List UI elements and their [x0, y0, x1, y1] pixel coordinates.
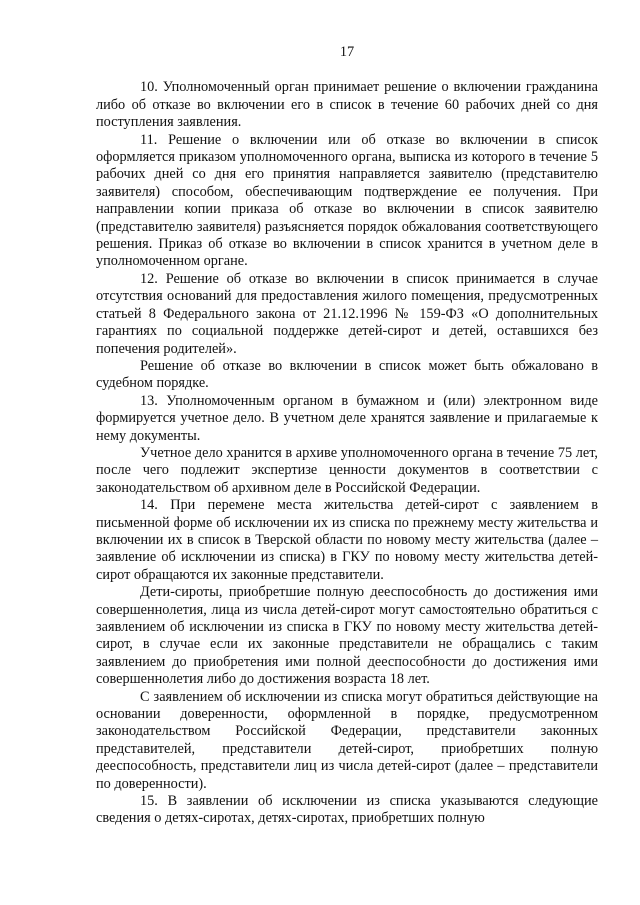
paragraph-11: 11. Решение о включении или об отказе во включении в список оформляется приказом уполномоченного органа, выписка из которого в течение 5 рабочих дней со дня его принятия направляется заявителю (представителю заявителя) способом, обеспечивающим подтверждение ее получения. При направлении копии приказа об отказе во включении в список заявителю (представителю заявителя) разъясняется порядок обжалования соответствующего решения. Приказ об отказе во включении в список хранится в учетном деле в уполномоченном органе. [96, 131, 598, 270]
paragraph-13: 13. Уполномоченным органом в бумажном и (или) электронном виде формируется учетное дело. В учетном деле хранятся заявление и прилагаемые к нему документы. [96, 392, 598, 444]
paragraph-14: 14. При перемене места жительства детей-сирот с заявлением в письменной форме об исключении их из списка по прежнему месту жительства и включении их в список в Тверской области по новому месту жительства (далее – заявление об исключении из списка) в ГКУ по новому месту жительства детей-сирот обращаются их законные представители. [96, 497, 598, 583]
paragraph-14-orphans: Дети-сироты, приобретшие полную дееспособность до достижения ими совершеннолетия, лица из числа детей-сирот могут самостоятельно обратиться с заявлением об исключении из списка в ГКУ по новому месту жительства детей-сирот, в случае если их законные представители не обращались с таким заявлением до приобретения ими полной дееспособности до достижения ими совершеннолетия либо до достижения возраста 18 лет. [96, 584, 598, 688]
paragraph-10: 10. Уполномоченный орган принимает решение о включении гражданина либо об отказе во включении его в список в течение 60 рабочих дней со дня поступления заявления. [96, 79, 598, 131]
page-number: 17 [339, 44, 355, 60]
paragraph-14-proxies: С заявлением об исключении из списка могут обратиться действующие на основании доверенности, оформленной в порядке, предусмотренном законодательством Российской Федерации, представители законных представителей, представители детей-сирот, приобретших полную дееспособность, представители лиц из числа детей-сирот (далее – представители по доверенности). [96, 688, 598, 792]
paragraph-12-appeal: Решение об отказе во включении в список может быть обжаловано в судебном порядке. [96, 357, 598, 392]
paragraph-15: 15. В заявлении об исключении из списка указываются следующие сведения о детях-сиротах, детях-сиротах, приобретших полную [96, 793, 598, 827]
paragraph-12: 12. Решение об отказе во включении в список принимается в случае отсутствия оснований для предоставления жилого помещения, предусмотренных статьей 8 Федерального закона от 21.12.1996 № 159-ФЗ «О дополнительных гарантиях по социальной поддержке детей-сирот и детей, оставшихся без попечения родителей». [96, 270, 598, 357]
paragraph-13-archive: Учетное дело хранится в архиве уполномоченного органа в течение 75 лет, после чего подлежит экспертизе ценности документов в соответствии с законодательством об архивном деле в Российской Федерации. [96, 444, 598, 496]
